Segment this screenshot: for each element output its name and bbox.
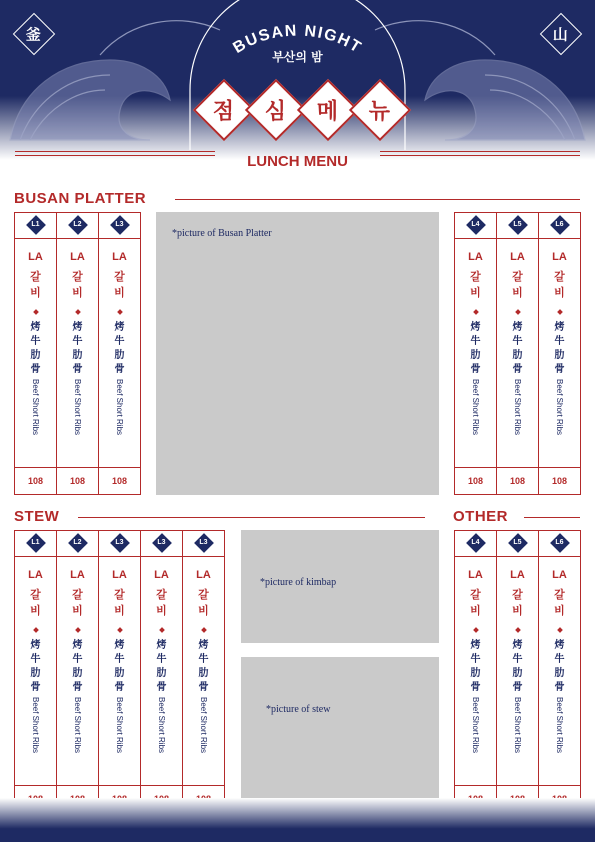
item-code: L5 (513, 221, 522, 228)
item-la: LA (28, 569, 43, 581)
item-english-name: Beef Short Ribs (470, 379, 480, 436)
item-korean-name: 갈 비 (470, 588, 481, 617)
item-price: 108 (467, 476, 484, 486)
subtitle-rule-left (15, 151, 215, 152)
item-chinese-name: 烤 牛 肋 骨 (72, 322, 83, 375)
bullet-dot (75, 627, 81, 633)
item-la: LA (28, 251, 43, 263)
item-la: LA (70, 251, 85, 263)
item-chinese-name: 烤 牛 肋 骨 (198, 640, 209, 693)
bullet-dot (557, 627, 563, 633)
title-char-3: 메 (297, 79, 359, 141)
item-english-name: Beef Short Ribs (114, 697, 124, 754)
menu-item-column (496, 212, 539, 495)
menu-item-column (496, 530, 539, 813)
item-english-name: Beef Short Ribs (512, 379, 522, 436)
item-korean-name: 갈 비 (30, 588, 41, 617)
item-korean-name: 갈 비 (72, 588, 83, 617)
section-title-other: OTHER (453, 508, 508, 525)
item-english-name: Beef Short Ribs (470, 697, 480, 754)
item-english-name: Beef Short Ribs (554, 697, 564, 754)
item-korean-name: 갈 비 (72, 270, 83, 299)
menu-item-column (56, 530, 99, 813)
column-divider (455, 467, 496, 468)
menu-item-column (14, 530, 57, 813)
bullet-dot (201, 627, 207, 633)
seal-right-glyph: 山 (553, 25, 569, 44)
column-divider (497, 785, 538, 786)
item-price: 108 (27, 476, 44, 486)
item-english-name: Beef Short Ribs (72, 379, 82, 436)
item-korean-name: 갈 비 (30, 270, 41, 299)
item-la: LA (196, 569, 211, 581)
picture-label-kimbap: *picture of kimbap (260, 577, 337, 588)
item-chinese-name: 烤 牛 肋 骨 (114, 640, 125, 693)
column-divider (15, 556, 56, 557)
column-divider (455, 556, 496, 557)
item-la: LA (70, 569, 85, 581)
item-code: L3 (115, 221, 124, 228)
menu-item-column (454, 212, 497, 495)
item-korean-name: 갈 비 (512, 270, 523, 299)
bullet-dot (159, 627, 165, 633)
item-chinese-name: 烤 牛 肋 骨 (554, 322, 565, 375)
item-price: 108 (551, 476, 568, 486)
item-code: L3 (199, 539, 208, 546)
item-code: L2 (73, 539, 82, 546)
item-la: LA (510, 569, 525, 581)
column-divider (183, 785, 224, 786)
title-char-1: 점 (193, 79, 255, 141)
item-korean-name: 갈 비 (114, 588, 125, 617)
column-divider (497, 556, 538, 557)
brand-korean: 부산의 밤 (272, 50, 323, 64)
item-la: LA (112, 569, 127, 581)
column-divider (539, 556, 580, 557)
item-chinese-name: 烤 牛 肋 骨 (30, 640, 41, 693)
section-title-platter: BUSAN PLATTER (14, 190, 147, 207)
item-korean-name: 갈 비 (512, 588, 523, 617)
item-code: L1 (31, 221, 40, 228)
item-code: L6 (555, 221, 564, 228)
footer-band (0, 798, 595, 842)
item-la: LA (552, 251, 567, 263)
item-price: 108 (111, 476, 128, 486)
menu-item-column (182, 530, 225, 813)
brand-name: BUSAN NIGHT (230, 22, 365, 57)
menu-item-column (140, 530, 183, 813)
subtitle: LUNCH MENU (247, 153, 348, 170)
item-chinese-name: 烤 牛 肋 骨 (470, 640, 481, 693)
item-price: 108 (69, 476, 86, 486)
column-divider (539, 467, 580, 468)
seal-left-glyph: 釜 (26, 25, 42, 44)
column-divider (455, 238, 496, 239)
column-divider (183, 556, 224, 557)
item-korean-name: 갈 비 (198, 588, 209, 617)
section-title-stew: STEW (14, 508, 60, 525)
bullet-dot (515, 309, 521, 315)
item-la: LA (468, 251, 483, 263)
item-english-name: Beef Short Ribs (198, 697, 208, 754)
item-english-name: Beef Short Ribs (30, 697, 40, 754)
column-divider (15, 785, 56, 786)
title-char-4: 뉴 (349, 79, 411, 141)
column-divider (455, 785, 496, 786)
item-code: L1 (31, 539, 40, 546)
subtitle-rule-right (380, 151, 580, 152)
item-chinese-name: 烤 牛 肋 骨 (30, 322, 41, 375)
item-korean-name: 갈 비 (156, 588, 167, 617)
column-divider (57, 238, 98, 239)
section-rule-stew (78, 517, 425, 518)
section-rule-other (524, 517, 580, 518)
menu-item-column (14, 212, 57, 495)
column-divider (57, 556, 98, 557)
item-chinese-name: 烤 牛 肋 骨 (470, 322, 481, 375)
column-divider (57, 467, 98, 468)
item-la: LA (154, 569, 169, 581)
column-divider (57, 785, 98, 786)
picture-placeholder-platter (156, 212, 439, 495)
column-divider (99, 467, 140, 468)
item-chinese-name: 烤 牛 肋 骨 (554, 640, 565, 693)
bullet-dot (75, 309, 81, 315)
item-code: L6 (555, 539, 564, 546)
bullet-dot (473, 627, 479, 633)
item-la: LA (468, 569, 483, 581)
column-divider (497, 238, 538, 239)
title-diamonds (192, 84, 404, 132)
item-la: LA (112, 251, 127, 263)
item-chinese-name: 烤 牛 肋 骨 (512, 640, 523, 693)
column-divider (141, 556, 182, 557)
item-code: L4 (471, 221, 480, 228)
item-english-name: Beef Short Ribs (554, 379, 564, 436)
item-korean-name: 갈 비 (554, 588, 565, 617)
column-divider (15, 467, 56, 468)
item-code: L4 (471, 539, 480, 546)
item-english-name: Beef Short Ribs (72, 697, 82, 754)
item-english-name: Beef Short Ribs (30, 379, 40, 436)
column-divider (99, 785, 140, 786)
menu-item-column (538, 212, 581, 495)
item-code: L3 (115, 539, 124, 546)
item-la: LA (552, 569, 567, 581)
bullet-dot (117, 309, 123, 315)
bullet-dot (117, 627, 123, 633)
menu-item-column (56, 212, 99, 495)
item-chinese-name: 烤 牛 肋 骨 (156, 640, 167, 693)
item-la: LA (510, 251, 525, 263)
picture-placeholder-stew (241, 657, 439, 813)
item-english-name: Beef Short Ribs (114, 379, 124, 436)
menu-item-column (454, 530, 497, 813)
bullet-dot (33, 309, 39, 315)
bullet-dot (33, 627, 39, 633)
item-code: L2 (73, 221, 82, 228)
item-korean-name: 갈 비 (470, 270, 481, 299)
menu-item-column (98, 530, 141, 813)
bullet-dot (557, 309, 563, 315)
column-divider (539, 785, 580, 786)
item-chinese-name: 烤 牛 肋 骨 (114, 322, 125, 375)
menu-item-column (98, 212, 141, 495)
item-korean-name: 갈 비 (554, 270, 565, 299)
section-rule-platter (175, 199, 580, 200)
item-code: L5 (513, 539, 522, 546)
bullet-dot (473, 309, 479, 315)
item-english-name: Beef Short Ribs (512, 697, 522, 754)
column-divider (141, 785, 182, 786)
column-divider (539, 238, 580, 239)
item-chinese-name: 烤 牛 肋 骨 (512, 322, 523, 375)
item-korean-name: 갈 비 (114, 270, 125, 299)
item-code: L3 (157, 539, 166, 546)
picture-label-platter: *picture of Busan Platter (172, 228, 272, 239)
bullet-dot (515, 627, 521, 633)
title-char-2: 심 (245, 79, 307, 141)
menu-item-column (538, 530, 581, 813)
item-price: 108 (509, 476, 526, 486)
picture-label-stew: *picture of stew (266, 704, 331, 715)
column-divider (99, 238, 140, 239)
column-divider (497, 467, 538, 468)
column-divider (99, 556, 140, 557)
column-divider (15, 238, 56, 239)
item-chinese-name: 烤 牛 肋 骨 (72, 640, 83, 693)
item-english-name: Beef Short Ribs (156, 697, 166, 754)
